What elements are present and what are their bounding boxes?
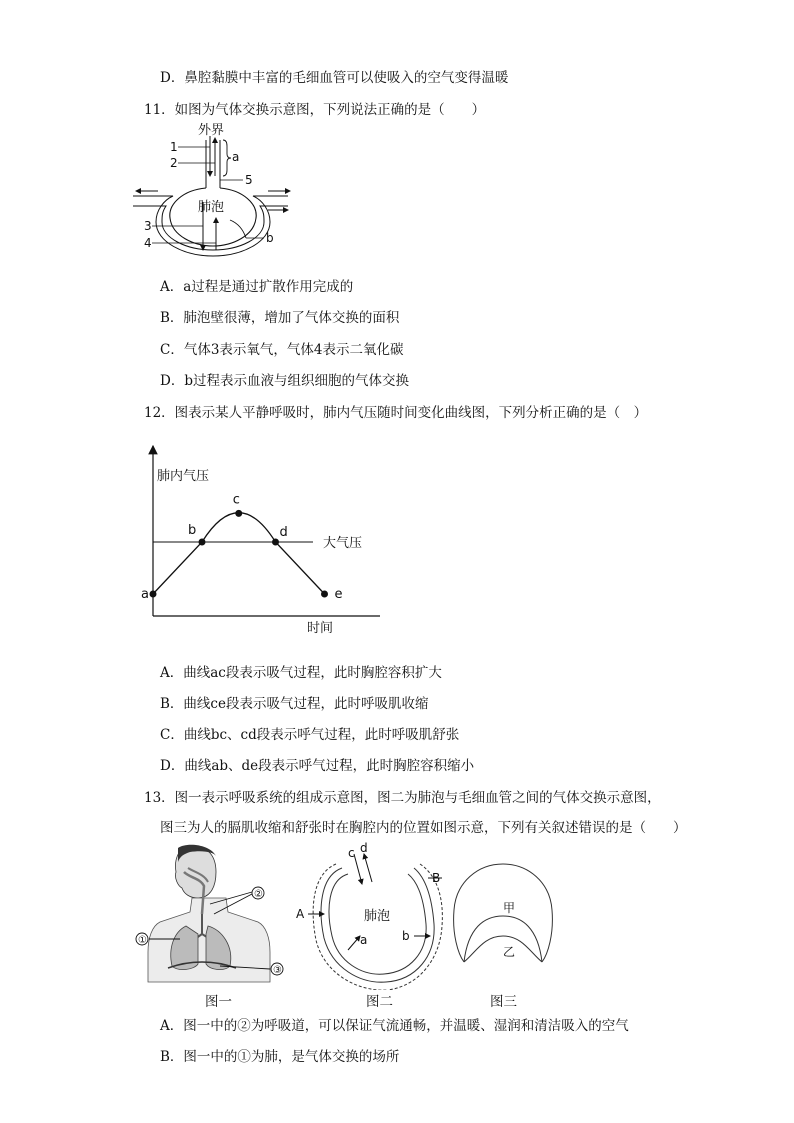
fig2-label-a: a [360,933,368,947]
fig2-label-alveolus: 肺泡 [364,909,391,924]
q11-option-b: B．肺泡壁很薄，增加了气体交换的面积 [160,310,400,326]
fig1-label-3: ③ [273,965,282,976]
point-label-a: a [141,587,149,602]
point-a [150,591,157,598]
fig1-caption: 图一 [205,994,232,1010]
point-label-e: e [334,587,343,602]
q12-option-c: C．曲线bc、cd段表示呼气过程，此时呼吸肌舒张 [160,727,460,743]
q11-option-c: C．气体3表示氧气，气体4表示二氧化碳 [160,342,404,358]
pressure-curve [153,513,325,594]
q11-label-b: b [266,231,274,245]
point-label-c: c [232,492,240,508]
fig3-label-jia: 甲 [503,901,516,915]
fig2-label-b: b [402,929,410,943]
q11-label-1: 1 [170,140,178,154]
point-label-d: d [279,525,288,540]
q11-option-d: D．b过程表示血液与组织细胞的气体交换 [160,373,409,389]
x-axis-label: 时间 [307,621,334,636]
fig2-label-c: c [348,846,355,860]
fig2-label-d: d [360,841,368,855]
q11-label-alveolus: 肺泡 [198,200,225,215]
q11-label-outside: 外界 [198,123,225,138]
q11-label-2: 2 [170,156,178,170]
q11-option-a: A．a过程是通过扩散作用完成的 [160,279,354,295]
fig1-label-2: ② [254,889,263,900]
point-c [235,510,242,517]
fig2-label-A: A [296,907,305,921]
q11-label-5: 5 [245,173,253,187]
point-e [321,591,328,598]
y-axis-label: 肺内气压 [157,469,210,484]
q13-option-a: A．图一中的②为呼吸道，可以保证气流通畅，并温暖、湿润和清洁吸入的空气 [160,1018,629,1034]
q10-option-d: D．鼻腔黏膜中丰富的毛细血管可以使吸入的空气变得温暖 [160,70,509,86]
q12-option-a: A．曲线ac段表示吸气过程，此时胸腔容积扩大 [160,665,442,681]
point-d [272,539,279,546]
q13-fig3-diaphragm [448,858,558,970]
q13-fig1-respiratory-system [130,842,290,987]
q12-option-d: D．曲线ab、de段表示呼气过程，此时胸腔容积缩小 [160,758,475,774]
q11-label-a: a [232,150,240,164]
q12-stem: 12．图表示某人平静呼吸时，肺内气压随时间变化曲线图，下列分析正确的是（ ） [144,405,648,421]
fig2-label-B: B [432,871,441,885]
point-label-b: b [188,523,197,538]
fig1-label-1: ① [138,935,147,946]
point-b [199,539,206,546]
fig2-caption: 图二 [366,994,393,1010]
q13-fig2-alveolus-capillary [290,840,450,990]
fig3-label-yi: 乙 [503,945,516,959]
reference-line-label: 大气压 [323,536,363,551]
q12-pressure-chart [135,438,395,643]
q12-option-b: B．曲线ce段表示吸气过程，此时呼吸肌收缩 [160,696,429,712]
q13-stem-line1: 13．图一表示呼吸系统的组成示意图，图二为肺泡与毛细血管之间的气体交换示意图， [144,790,661,806]
q11-gas-exchange-figure [128,118,298,258]
q11-stem: 11．如图为气体交换示意图，下列说法正确的是（ ） [144,102,486,118]
q13-stem-line2: 图三为人的膈肌收缩和舒张时在胸腔内的位置如图示意，下列有关叙述错误的是（ ） [160,820,687,836]
fig3-caption: 图三 [490,994,517,1010]
q13-option-b: B．图一中的①为肺，是气体交换的场所 [160,1049,400,1065]
q11-label-3: 3 [144,219,152,233]
q11-label-4: 4 [144,236,152,250]
